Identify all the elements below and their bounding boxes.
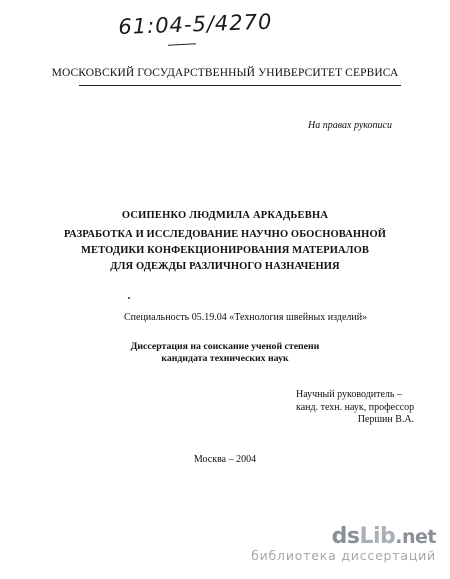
supervisor-role: Научный руководитель – (296, 389, 402, 400)
handwritten-archive-code: 61:04-5/4270 (118, 9, 273, 39)
thesis-title-line-3: ДЛЯ ОДЕЖДЫ РАЗЛИЧНОГО НАЗНАЧЕНИЯ (110, 261, 340, 272)
dissertation-line-1: Диссертация на соискание ученой степени (130, 341, 320, 352)
dissertation-line-2: кандидата технических наук (161, 353, 289, 364)
supervisor-block (296, 389, 414, 427)
stray-dot (128, 297, 130, 299)
specialty-line: Специальность 05.19.04 «Технология швейных изделий» (124, 312, 368, 323)
author-name: ОСИПЕНКО ЛЮДМИЛА АРКАДЬЕВНА (121, 210, 329, 221)
rights-note: На правах рукописи (308, 120, 392, 131)
supervisor-name: Першин В.А. (357, 414, 415, 425)
thesis-title-line-1: РАЗРАБОТКА И ИССЛЕДОВАНИЕ НАУЧНО ОБОСНОВАННОЙ (64, 229, 386, 240)
handwritten-underline (168, 43, 196, 45)
city-year: Москва – 2004 (193, 454, 257, 465)
dslib-logo: dsLib.net (331, 524, 436, 549)
thesis-title-line-2: МЕТОДИКИ КОНФЕКЦИОНИРОВАНИЯ МАТЕРИАЛОВ (81, 245, 369, 256)
dslib-watermark (251, 525, 436, 563)
header-divider (79, 85, 401, 86)
supervisor-degree: канд. техн. наук, профессор (296, 401, 415, 413)
university-name: МОСКОВСКИЙ ГОСУДАРСТВЕННЫЙ УНИВЕРСИТЕТ СЕРВИСА (51, 67, 399, 79)
watermark-subtitle: библиотека диссертаций (251, 548, 436, 563)
